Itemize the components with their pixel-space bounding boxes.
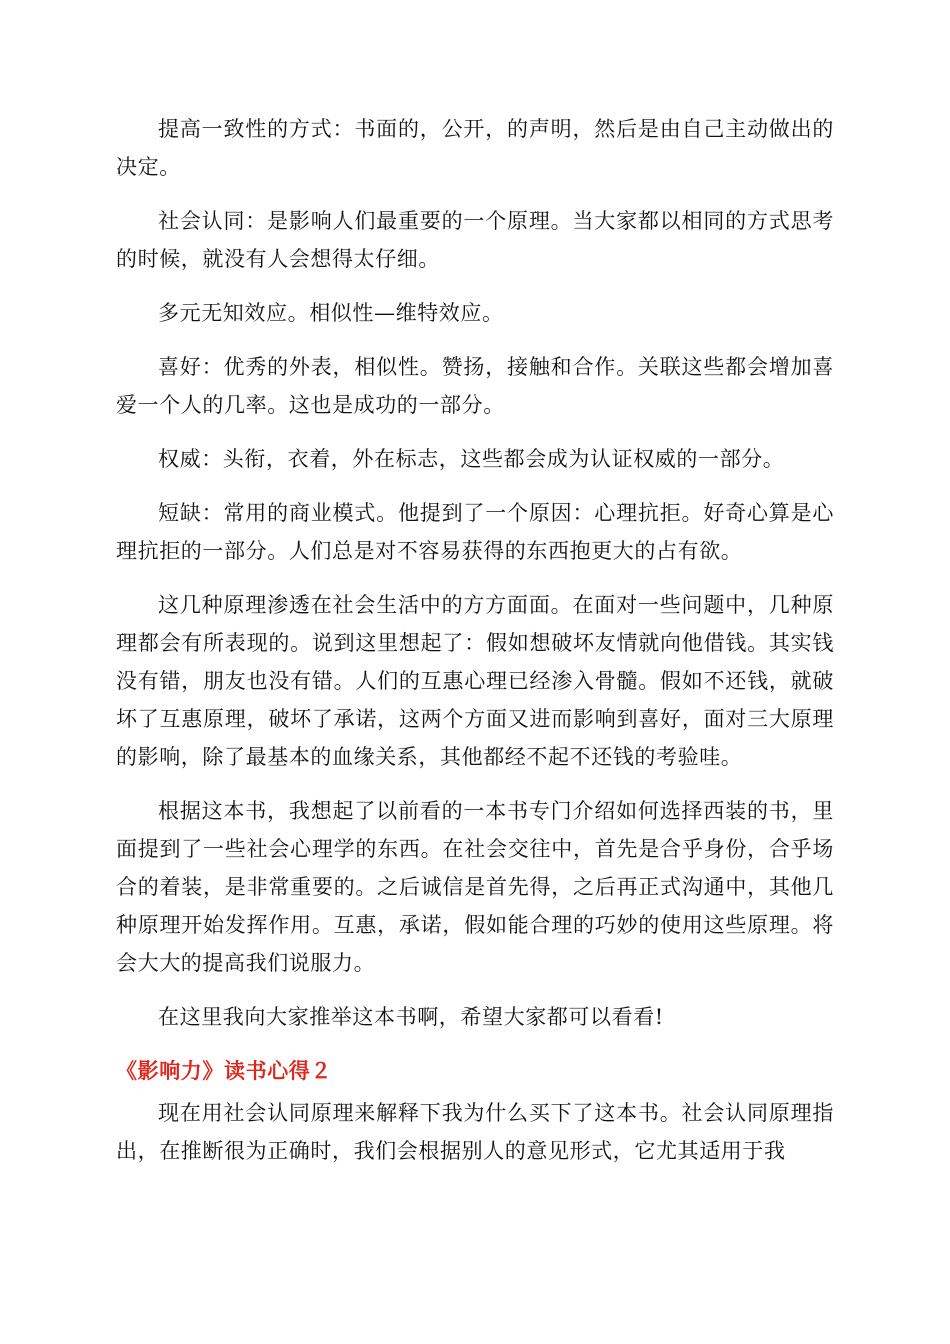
paragraph: 短缺：常用的商业模式。他提到了一个原因：心理抗拒。好奇心算是心理抗拒的一部分。人们总是对不容易获得的东西抱更大的占有欲。 — [116, 501, 834, 563]
paragraph: 现在用社会认同原理来解释下我为什么买下了这本书。社会认同原理指出，在推断很为正确时，我们会根据别人的意见形式，它尤其适用于我 — [116, 1101, 834, 1163]
paragraph: 这几种原理渗透在社会生活中的方方面面。在面对一些问题中，几种原理都会有所表现的。说到这里想起了：假如想破坏友情就向他借钱。其实钱没有错，朋友也没有错。人们的互惠心理已经渗入骨髓。假如不还钱，就破坏了互惠原理，破坏了承诺，这两个方面又进而影响到喜好，面对三大原理的影响，除了最基本的血缘关系，其他都经不起不还钱的考验哇。 — [116, 593, 834, 769]
paragraph: 在这里我向大家推举这本书啊，希望大家都可以看看! — [158, 1005, 664, 1029]
paragraph: 多元无知效应。相似性—维特效应。 — [158, 301, 504, 325]
paragraph: 根据这本书，我想起了以前看的一本书专门介绍如何选择西装的书，里面提到了一些社会心理学的东西。在社会交往中，首先是合乎身份，合乎场合的着装，是非常重要的。之后诚信是首先得，之后再正式沟通中，其他几种原理开始发挥作用。互惠，承诺，假如能合理的巧妙的使用这些原理。将会大大的提高我们说服力。 — [116, 799, 834, 975]
paragraph: 喜好：优秀的外表，相似性。赞扬，接触和合作。关联这些都会增加喜爱一个人的几率。这也是成功的一部分。 — [116, 355, 834, 417]
paragraph: 权威：头衔，衣着，外在标志，这些都会成为认证权威的一部分。 — [158, 447, 785, 471]
paragraph: 提高一致性的方式：书面的，公开，的声明，然后是由自己主动做出的决定。 — [116, 117, 834, 179]
document-body — [116, 110, 834, 1186]
paragraph: 社会认同：是影响人们最重要的一个原理。当大家都以相同的方式思考的时候，就没有人会想得太仔细。 — [116, 209, 834, 271]
section-title: 《影响力》读书心得２ — [116, 1059, 332, 1083]
